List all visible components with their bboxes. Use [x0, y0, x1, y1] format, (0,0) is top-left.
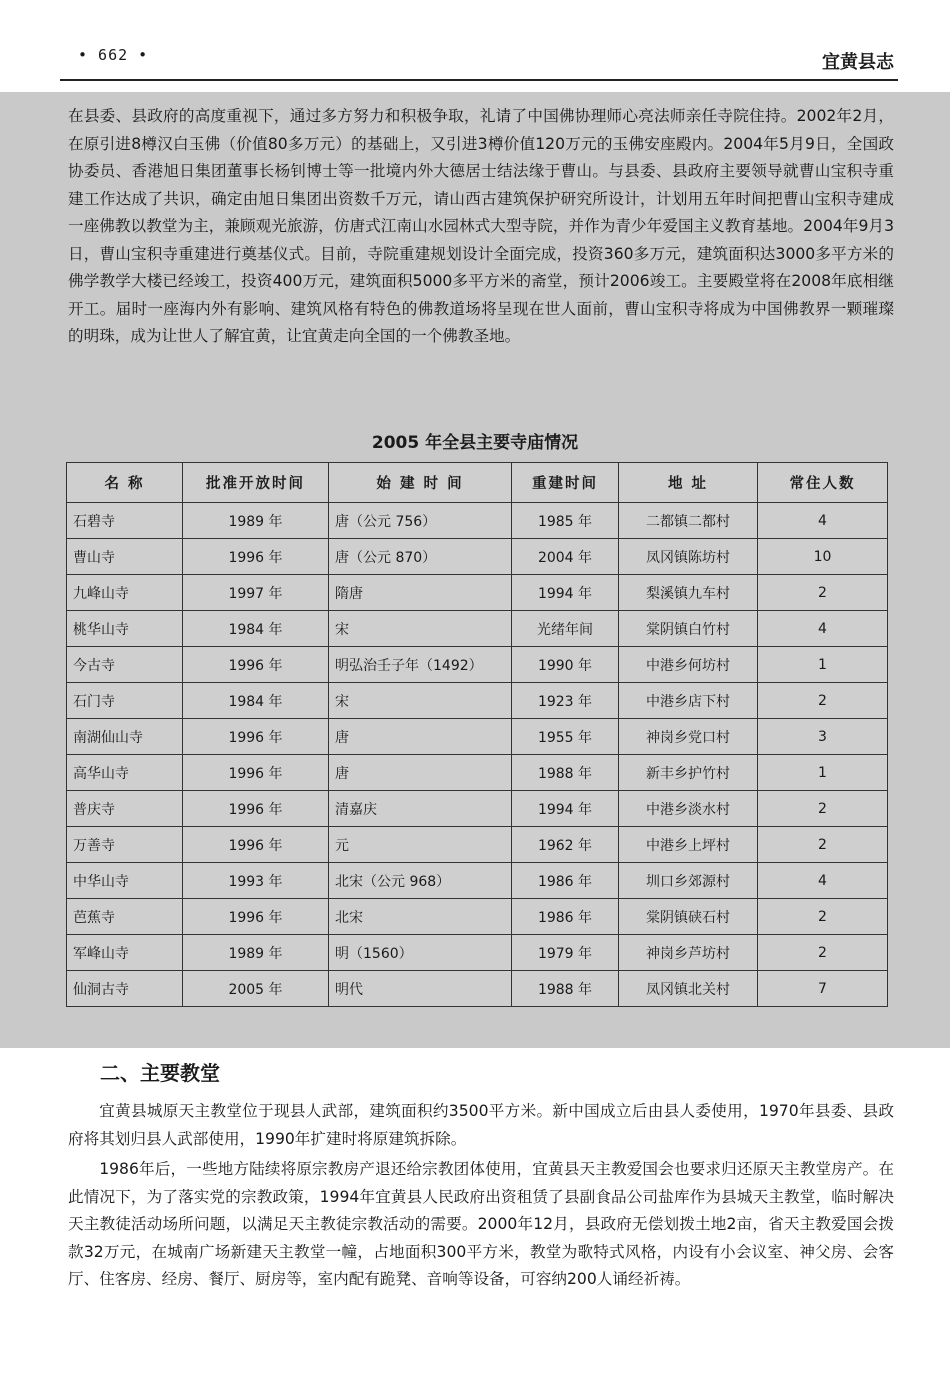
cell-approve-date: 1996 年: [183, 791, 329, 827]
cell-residents: 1: [758, 647, 888, 683]
cell-residents: 7: [758, 971, 888, 1007]
cell-rebuilt: 2004 年: [512, 539, 619, 575]
cell-address: 二都镇二都村: [619, 503, 758, 539]
cell-founded: 宋: [329, 683, 512, 719]
cell-residents: 2: [758, 791, 888, 827]
table-row: [67, 935, 888, 971]
cell-rebuilt: 1988 年: [512, 755, 619, 791]
book-title: 宜黄县志: [822, 52, 894, 73]
cell-address: 棠阴镇白竹村: [619, 611, 758, 647]
cell-founded: 明弘治壬子年（1492）: [329, 647, 512, 683]
cell-rebuilt: 1990 年: [512, 647, 619, 683]
section-heading: 二、主要教堂: [100, 1061, 220, 1085]
cell-founded: 隋唐: [329, 575, 512, 611]
cell-founded: 唐（公元 870）: [329, 539, 512, 575]
table-row: [67, 971, 888, 1007]
cell-address: 凤冈镇陈坊村: [619, 539, 758, 575]
cell-address: 新丰乡护竹村: [619, 755, 758, 791]
intro-paragraph: 在县委、县政府的高度重视下，通过多方努力和积极争取，礼请了中国佛协理师心亮法师亲任寺院住持。2002年2月，在原引进8樽汉白玉佛（价值80多万元）的基础上，又引进3樽价值120万元的玉佛安座殿内。2004年5月9日，全国政协委员、香港旭日集团董事长杨钊博士等一批境内外大德居士结法缘于曹山。与县委、县政府主要领导就曹山宝积寺重建工作达成了共识，确定由旭日集团出资数千万元，请山西古建筑保护研究所设计，计划用五年时间把曹山宝积寺建成一座佛教以教堂为主，兼顾观光旅游，仿唐式江南山水园林式大型寺院，并作为青少年爱国主义教育基地。2004年9月3日，曹山宝积寺重建进行奠基仪式。目前，寺院重建规划设计全面完成，投资360多万元，建筑面积达3000多平方米的佛学教学大楼已经竣工，投资400万元，建筑面积5000多平方米的斋堂，预计2006竣工。主要殿堂将在2008年底相继开工。届时一座海内外有影响、建筑风格有特色的佛教道场将呈现在世人面前，曹山宝积寺将成为中国佛教界一颗璀璨的明珠，成为让世人了解宜黄，让宜黄走向全国的一个佛教圣地。: [68, 107, 894, 345]
cell-rebuilt: 1986 年: [512, 863, 619, 899]
table-header-row: [67, 463, 888, 503]
cell-name: 仙洞古寺: [67, 971, 183, 1007]
cell-name: 桃华山寺: [67, 611, 183, 647]
cell-founded: 明代: [329, 971, 512, 1007]
cell-rebuilt: 1986 年: [512, 899, 619, 935]
cell-approve-date: 1989 年: [183, 935, 329, 971]
cell-residents: 3: [758, 719, 888, 755]
cell-approve-date: 1984 年: [183, 683, 329, 719]
cell-residents: 4: [758, 611, 888, 647]
cell-approve-date: 1989 年: [183, 503, 329, 539]
cell-approve-date: 1996 年: [183, 827, 329, 863]
cell-address: 中港乡淡水村: [619, 791, 758, 827]
header-address: 地 址: [619, 463, 758, 503]
cell-address: 中港乡上坪村: [619, 827, 758, 863]
cell-founded: 清嘉庆: [329, 791, 512, 827]
cell-address: 神岗乡党口村: [619, 719, 758, 755]
cell-approve-date: 1996 年: [183, 719, 329, 755]
cell-name: 曹山寺: [67, 539, 183, 575]
cell-name: 普庆寺: [67, 791, 183, 827]
cell-name: 石门寺: [67, 683, 183, 719]
table-row: [67, 539, 888, 575]
cell-approve-date: 1996 年: [183, 647, 329, 683]
table-row: [67, 683, 888, 719]
church-paragraph-2: 1986年后，一些地方陆续将原宗教房产退还给宗教团体使用，宜黄县天主教爱国会也要求归还原天主教堂房产。在此情况下，为了落实党的宗教政策，1994年宜黄县人民政府出资租赁了县副食品公司盐库作为县城天主教堂，临时解决天主教徒活动场所问题，以满足天主教徒宗教活动的需要。2000年12月，县政府无偿划拨土地2亩，省天主教爱国会拨款32万元，在城南广场新建天主教堂一幢，占地面积300平方米，教堂为歌特式风格，内设有小会议室、神父房、会客厅、住客房、经房、餐厅、厨房等，室内配有跪凳、音响等设备，可容纳200人诵经祈祷。: [68, 1160, 894, 1288]
cell-name: 芭蕉寺: [67, 899, 183, 935]
cell-name: 万善寺: [67, 827, 183, 863]
cell-residents: 2: [758, 935, 888, 971]
cell-approve-date: 1996 年: [183, 539, 329, 575]
header-name: 名 称: [67, 463, 183, 503]
cell-founded: 宋: [329, 611, 512, 647]
cell-name: 高华山寺: [67, 755, 183, 791]
table-row: [67, 791, 888, 827]
table-row: [67, 575, 888, 611]
cell-name: 石碧寺: [67, 503, 183, 539]
temples-table: [66, 462, 888, 1007]
cell-address: 中港乡店下村: [619, 683, 758, 719]
header-founded: 始 建 时 间: [329, 463, 512, 503]
table-row: [67, 755, 888, 791]
cell-founded: 唐: [329, 719, 512, 755]
table-row: [67, 611, 888, 647]
cell-rebuilt: 1988 年: [512, 971, 619, 1007]
cell-name: 中华山寺: [67, 863, 183, 899]
cell-rebuilt: 1955 年: [512, 719, 619, 755]
cell-approve-date: 2005 年: [183, 971, 329, 1007]
cell-residents: 10: [758, 539, 888, 575]
cell-approve-date: 1993 年: [183, 863, 329, 899]
table-title: 2005 年全县主要寺庙情况: [371, 433, 579, 453]
cell-name: 今古寺: [67, 647, 183, 683]
cell-address: 神岗乡芦坊村: [619, 935, 758, 971]
church-paragraph-1: 宜黄县城原天主教堂位于现县人武部，建筑面积约3500平方米。新中国成立后由县人委使用，1970年县委、县政府将其划归县人武部使用，1990年扩建时将原建筑拆除。: [68, 1102, 894, 1148]
header-residents: 常住人数: [758, 463, 888, 503]
table-row: [67, 827, 888, 863]
page-header: [0, 0, 950, 92]
cell-address: 中港乡何坊村: [619, 647, 758, 683]
cell-approve-date: 1984 年: [183, 611, 329, 647]
cell-rebuilt: 1994 年: [512, 575, 619, 611]
cell-approve-date: 1997 年: [183, 575, 329, 611]
cell-founded: 明（1560）: [329, 935, 512, 971]
page-number: • 662 •: [78, 46, 149, 64]
cell-founded: 唐: [329, 755, 512, 791]
header-rebuilt: 重建时间: [512, 463, 619, 503]
cell-rebuilt: 1962 年: [512, 827, 619, 863]
cell-residents: 2: [758, 899, 888, 935]
table-body: [67, 503, 888, 1007]
cell-name: 军峰山寺: [67, 935, 183, 971]
cell-rebuilt: 1979 年: [512, 935, 619, 971]
cell-rebuilt: 1994 年: [512, 791, 619, 827]
cell-name: 南湖仙山寺: [67, 719, 183, 755]
cell-residents: 4: [758, 863, 888, 899]
table-row: [67, 503, 888, 539]
cell-rebuilt: 1985 年: [512, 503, 619, 539]
cell-residents: 2: [758, 827, 888, 863]
cell-residents: 2: [758, 575, 888, 611]
cell-address: 圳口乡郊源村: [619, 863, 758, 899]
cell-approve-date: 1996 年: [183, 899, 329, 935]
cell-address: 梨溪镇九车村: [619, 575, 758, 611]
table-row: [67, 647, 888, 683]
cell-residents: 4: [758, 503, 888, 539]
table-row: [67, 899, 888, 935]
table-row: [67, 863, 888, 899]
cell-founded: 北宋（公元 968）: [329, 863, 512, 899]
cell-founded: 北宋: [329, 899, 512, 935]
cell-founded: 元: [329, 827, 512, 863]
header-rule: [60, 79, 898, 81]
cell-rebuilt: 光绪年间: [512, 611, 619, 647]
cell-founded: 唐（公元 756）: [329, 503, 512, 539]
cell-residents: 2: [758, 683, 888, 719]
header-approve-date: 批准开放时间: [183, 463, 329, 503]
cell-rebuilt: 1923 年: [512, 683, 619, 719]
cell-name: 九峰山寺: [67, 575, 183, 611]
table-row: [67, 719, 888, 755]
cell-residents: 1: [758, 755, 888, 791]
cell-address: 凤冈镇北关村: [619, 971, 758, 1007]
cell-approve-date: 1996 年: [183, 755, 329, 791]
cell-address: 棠阴镇硖石村: [619, 899, 758, 935]
